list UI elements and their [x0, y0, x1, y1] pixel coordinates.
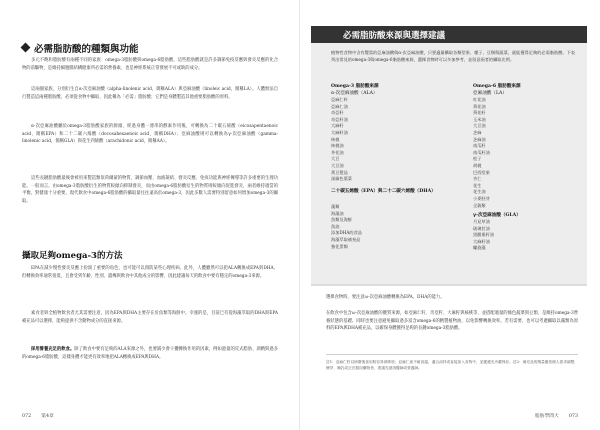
list-item: 奇亞籽油	[331, 116, 348, 122]
list-item: 南瓜籽	[473, 143, 486, 149]
list-item: 巴西堅果	[473, 169, 490, 175]
list-item: 海藻油	[331, 210, 344, 216]
list-item: 全穀類	[473, 202, 486, 208]
omega3-title: Omega-3 脂肪酸來源	[331, 84, 379, 89]
list-item: 奇亞籽	[331, 110, 344, 116]
omega6-gla-list	[473, 219, 494, 252]
subsection-title: 攝取足夠omega-3的方法	[22, 251, 123, 261]
list-item: 葵花油	[473, 103, 486, 109]
omega3-long-list	[331, 204, 362, 250]
page-number: 073	[568, 414, 578, 419]
list-item: 螺旋藻	[473, 245, 486, 251]
list-item: 深綠色葉菜	[331, 176, 352, 182]
list-item: 南瓜籽油	[473, 149, 490, 155]
list-item: 芥花油	[331, 149, 344, 155]
list-item: 大豆油	[331, 162, 344, 168]
omega6-title: Omega-6 脂肪酸來源	[473, 84, 521, 89]
chapter-label: 第4章	[41, 414, 54, 419]
list-item: 黃豆製品	[331, 169, 348, 175]
list-item: 小麥胚芽	[473, 195, 490, 201]
list-item: 大豆油	[473, 123, 486, 129]
list-item: 芝麻油	[473, 136, 486, 142]
list-item: 大豆	[331, 156, 340, 162]
section-title-text: 必需脂肪酸的種類與功能	[34, 44, 139, 55]
paragraph-4: 這些長鏈脂肪酸最後會被用來製造類似荷爾蒙的物質，調節血壓、血液凝結、發炎反應、免疫功能與神經傳導等許多重要的生理功能。一般而言，由omega-3脂肪酸衍生的物質較傾向抑制發炎，而由omega-6脂肪酸衍生的物質則較傾向促進發炎，兩者維持適當的平衡，對健康十分重要。現代飲食中omega-6脂肪酸的攝取量往往遠高於omega-3，因此多數人需要特別留意如何增加omega-3的攝取。	[22, 176, 278, 204]
running-title: 脂肪學問大	[534, 414, 559, 419]
list-item: 添加DHA的食品	[331, 230, 362, 236]
list-item: 大麻籽	[331, 123, 344, 129]
right-paragraph-2: 在飲食中包含ω-次亞麻油酸的優質來源，如亞麻仁籽、奇亞籽、大麻籽與核桃等，並搭配適量的綠色蔬菜與豆類，是維持omega-3營養狀態的基礎。同時也要注意避免攝取過多富含omega-6的精製植物油，以免影響轉換效率。若有需要，也可以考慮攝取以藻類為原料的EPA與DHA補充品，以確保身體獲得足夠的長鏈omega-3脂肪酸。	[326, 311, 578, 332]
list-item: 杏仁	[473, 176, 482, 182]
right-page	[300, 0, 600, 430]
page-number: 072	[22, 414, 32, 419]
folio-left	[22, 412, 64, 419]
list-item: 亞麻仁油	[331, 103, 348, 109]
list-item: 葵花籽	[473, 110, 486, 116]
list-item: 核桃	[331, 136, 340, 142]
paragraph-2: 這兩個家族，分別衍生自α-次亞麻油酸（alpha-linolenic acid，簡稱ALA）與亞麻油酸（linoleic acid，簡稱LA）。人體無法自行製造這兩種脂肪酸，必須從食物中攝取，因此稱為「必需」脂肪酸；它們是身體製造其他重要脂肪酸的原料。	[22, 87, 278, 100]
list-item: 花生油	[473, 189, 486, 195]
panel-header	[311, 26, 587, 43]
list-item: 魚類及海鮮	[331, 217, 352, 223]
list-item: 芝麻	[473, 129, 482, 135]
panel-title: 必需脂肪酸來源與選擇建議	[343, 31, 446, 41]
footnotes: 註1：亞麻仁籽以研磨後食用較容易被吸收；亞麻仁油不耐高溫，適合涼拌或直接加入食物中，並應避光冷藏保存。註2：補充品的劑量應依個人需求調整，懷孕、哺乳或正在服用藥物者，建議先諮詢醫師或營養師。	[326, 360, 578, 371]
list-item: 亞麻仁籽	[331, 97, 348, 102]
paragraph-5: EPA在減少慢性發炎反應上扮演了重要的角色，也可能可以預防某些心理疾病。此外，人體雖然可以把ALA轉換成EPA與DHA，但轉換效率通常很低，且會受到年齡、性別、遺傳與飲食中其他成分的影響，因此建議每天的飲食中要有穩定的omega-3來源。	[22, 266, 278, 279]
paragraph-3: α-次亞麻油酸屬於omega-3脂肪酸家族的源頭，經過身體一連串的酵素作用後，可轉換為二十碳五烯酸（eicosapentaenoic acid，簡稱EPA）和二十二碳六烯酸（docosahexaenoic acid，簡稱DHA）；亞麻油酸則可以轉換為γ-次亞麻油酸（gamma-linolenic acid，簡稱GLA）與花生四烯酸（arachidonic acid，簡稱AA）。	[22, 124, 278, 145]
folio-right	[525, 412, 578, 419]
omega3-ala-list	[331, 97, 352, 183]
list-item: 花生	[473, 182, 482, 188]
footnote-divider	[326, 354, 578, 355]
section-title	[22, 41, 139, 55]
omega3-long-title: 二十碳五烯酸（EPA）與二十二碳六烯酸（DHA）	[331, 189, 436, 194]
list-item: 藻類	[331, 204, 340, 209]
list-item: 魚油	[331, 223, 340, 229]
list-item: 核桃油	[331, 143, 344, 149]
omega6-la-title: 亞麻油酸（LA）	[473, 91, 507, 96]
paragraph-1: 多元不飽和脂肪酸有兩種不同的家族：omega-3脂肪酸與omega-6脂肪酸，這些脂肪酸就是許多調節免疫反應與發炎反應的化合物的前驅物，是維持細胞膜結構健康所必需的營養素，也是神經系統正常發展不可或缺的成分。	[22, 58, 278, 71]
list-item: 松子	[473, 156, 482, 162]
omega6-la-list	[473, 97, 490, 209]
paragraph-6: 素食者與全植物飲食者尤其需要注意，因為EPA與DHA主要存在於魚類等海鮮中。幸運的是，目前已有從海藻萃取的DHA與EPA補充品可以選擇，能夠提供不含動物成分的直接來源。	[22, 311, 278, 324]
list-item: 胡桃	[473, 162, 482, 168]
list-item: 大麻籽油	[331, 129, 348, 135]
omega3-ala-title: α-次亞麻油酸（ALA）	[331, 91, 378, 96]
omega6-gla-title: γ-次亞麻油酸（GLA）	[473, 213, 521, 218]
paragraph-7: 採用營養充足的飲食。除了飲食中要有足夠的ALA來源之外，也要減少會干擾轉換作用的因素，例如過量的反式脂肪、酒精與過多的omega-6脂肪酸，這樣身體才能更有效率地把ALA轉換成EPA與DHA。	[22, 347, 279, 360]
list-item: 海藻萃取補充品	[331, 236, 361, 242]
list-item: 琉璃苣油	[473, 225, 490, 231]
list-item: 強化蛋類	[331, 243, 348, 249]
panel-intro: 植物性食物中含有豐富的亞麻油酸與α-次亞麻油酸，只要適量攝取各類堅果、種子、豆類與蔬菜，就能獲得足夠的必需脂肪酸。下表列出常見的omega-3與omega-6脂肪酸來源，選擇食物時可以多加參考，並留意兩者的攝取比例。	[331, 50, 575, 63]
bold-lead: 採用營養充足的飲食。	[31, 347, 75, 352]
list-item: 玉米油	[473, 116, 486, 122]
sources-panel	[311, 26, 587, 286]
diamond-bullet-icon	[21, 43, 31, 53]
right-paragraph-1: 選擇食物時，要注意ω-次亞麻油酸轉換為EPA、DHA的能力。	[326, 295, 445, 300]
list-item: 大麻籽油	[473, 238, 490, 244]
list-item: 紅花油	[473, 97, 486, 102]
list-item: 黑醋栗籽油	[473, 232, 494, 238]
list-item: 月見草油	[473, 219, 490, 224]
